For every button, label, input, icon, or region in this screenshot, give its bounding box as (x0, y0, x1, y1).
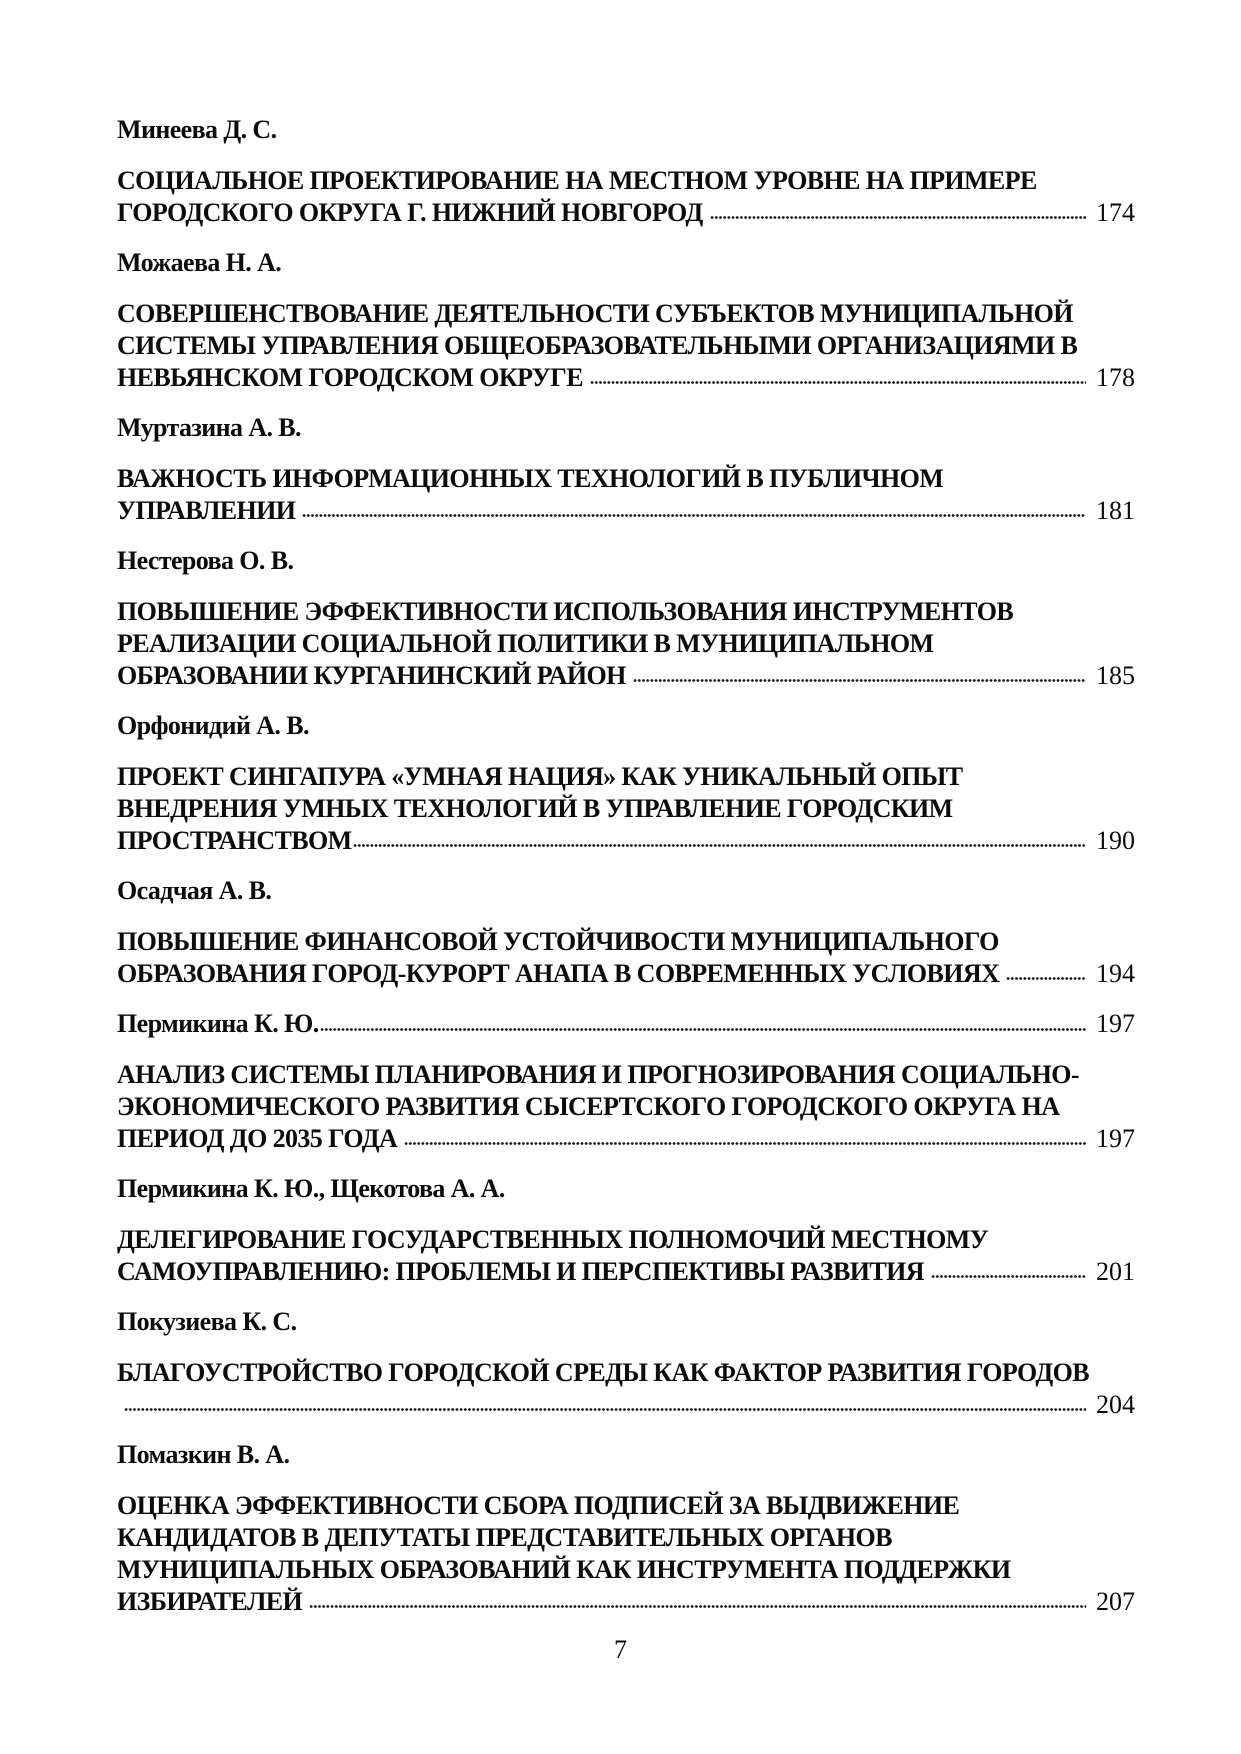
toc-author-name: Покузиева К. С. (117, 1307, 297, 1336)
toc-page-number: 185 (1096, 660, 1135, 690)
toc-title-tail-line (117, 958, 1135, 990)
toc-title (117, 298, 1135, 394)
toc-page-number: 207 (1096, 1586, 1135, 1616)
toc-author-line (117, 1439, 1135, 1471)
toc-title-text: СОВЕРШЕНСТВОВАНИЕ ДЕЯТЕЛЬНОСТИ СУБЪЕКТОВ МУНИЦИПАЛЬНОЙ (117, 298, 1073, 328)
toc-title-tail-line (117, 660, 1135, 692)
toc-title-text: УПРАВЛЕНИИ (117, 495, 302, 525)
toc-title-line (117, 628, 1135, 660)
toc-page-number: 181 (1096, 495, 1135, 525)
toc-author-page-number: 197 (1096, 1009, 1135, 1038)
toc-list (117, 114, 1135, 1636)
toc-title-line (117, 1224, 1135, 1256)
toc-title-text: СИСТЕМЫ УПРАВЛЕНИЯ ОБЩЕОБРАЗОВАТЕЛЬНЫМИ ОРГАНИЗАЦИЯМИ В (117, 330, 1078, 360)
toc-page-number: 197 (1096, 1123, 1135, 1153)
toc-title-text: СОЦИАЛЬНОЕ ПРОЕКТИРОВАНИЕ НА МЕСТНОМ УРОВНЕ НА ПРИМЕРЕ (117, 165, 1037, 195)
toc-page-number: 204 (1096, 1389, 1135, 1419)
toc-title-line (117, 793, 1135, 825)
toc-title (117, 463, 1135, 527)
toc-author-name: Пермикина К. Ю., Щекотова А. А. (117, 1174, 505, 1203)
toc-title-text: ГОРОДСКОГО ОКРУГА Г. НИЖНИЙ НОВГОРОД (117, 197, 709, 227)
toc-entry (117, 545, 1135, 692)
toc-author-row (117, 1173, 1135, 1205)
dot-leader (589, 362, 1094, 394)
toc-author-row (117, 875, 1135, 907)
toc-page-number: 190 (1096, 825, 1135, 855)
toc-title-text: ОЦЕНКА ЭФФЕКТИВНОСТИ СБОРА ПОДПИСЕЙ ЗА ВЫДВИЖЕНИЕ (117, 1490, 960, 1520)
toc-page-number: 201 (1096, 1256, 1135, 1286)
toc-author-row (117, 1306, 1135, 1338)
toc-author-line (117, 412, 1135, 444)
dot-leader (709, 197, 1094, 229)
toc-title-text: САМОУПРАВЛЕНИЮ: ПРОБЛЕМЫ И ПЕРСПЕКТИВЫ РАЗВИТИЯ (117, 1256, 930, 1286)
toc-title-text: ПЕРИОД ДО 2035 ГОДА (117, 1123, 404, 1153)
toc-entry (117, 1173, 1135, 1288)
toc-page-number: 194 (1096, 958, 1135, 988)
toc-author-line (117, 710, 1135, 742)
toc-title-tail-line (117, 1389, 1135, 1421)
dot-leader (319, 1008, 1094, 1040)
toc-title-text: МУНИЦИПАЛЬНЫХ ОБРАЗОВАНИЙ КАК ИНСТРУМЕНТА ПОДДЕРЖКИ (117, 1554, 1011, 1584)
toc-entry (117, 1439, 1135, 1618)
toc-entry (117, 247, 1135, 394)
toc-title-line (117, 1554, 1135, 1586)
toc-entry (117, 1008, 1135, 1155)
toc-entry (117, 875, 1135, 990)
toc-title-text: ОБРАЗОВАНИИ КУРГАНИНСКИЙ РАЙОН (117, 660, 632, 690)
toc-title (117, 596, 1135, 692)
toc-title-line (117, 596, 1135, 628)
toc-page-number: 174 (1096, 197, 1135, 227)
toc-author-row (117, 710, 1135, 742)
toc-title-text: ИЗБИРАТЕЛЕЙ (117, 1586, 308, 1616)
toc-title-line (117, 298, 1135, 330)
toc-entry (117, 114, 1135, 229)
dot-leader (123, 1389, 1094, 1421)
toc-title-text: ЭКОНОМИЧЕСКОГО РАЗВИТИЯ СЫСЕРТСКОГО ГОРОДСКОГО ОКРУГА НА (117, 1091, 1060, 1121)
dot-leader (1005, 958, 1094, 990)
dot-leader (632, 660, 1094, 692)
toc-title-tail-line (117, 1586, 1135, 1618)
toc-title-text: РЕАЛИЗАЦИИ СОЦИАЛЬНОЙ ПОЛИТИКИ В МУНИЦИПАЛЬНОМ (117, 628, 934, 658)
toc-entry (117, 710, 1135, 857)
toc-author-name: Минеева Д. С. (117, 115, 277, 144)
toc-author-name: Муртазина А. В. (117, 413, 301, 442)
toc-author-name: Осадчая А. В. (117, 876, 272, 905)
toc-title-tail-line (117, 1256, 1135, 1288)
toc-title-tail-line (117, 197, 1135, 229)
toc-title (117, 165, 1135, 229)
toc-author-line (117, 545, 1135, 577)
toc-title (117, 1490, 1135, 1618)
toc-author-row (117, 114, 1135, 146)
toc-author-row (117, 247, 1135, 279)
toc-title-line (117, 1357, 1135, 1389)
toc-author-row (117, 1008, 1135, 1040)
toc-author-name: Помазкин В. А. (117, 1440, 290, 1469)
toc-author-row (117, 412, 1135, 444)
toc-author-name: Пермикина К. Ю. (117, 1009, 319, 1038)
toc-title-line (117, 330, 1135, 362)
toc-title (117, 1224, 1135, 1288)
toc-title-text: ПРОЕКТ СИНГАПУРА «УМНАЯ НАЦИЯ» КАК УНИКАЛЬНЫЙ ОПЫТ (117, 761, 963, 791)
toc-title (117, 1357, 1135, 1421)
toc-title-line (117, 1091, 1135, 1123)
toc-author-name: Можаева Н. А. (117, 248, 282, 277)
toc-title-text: ВАЖНОСТЬ ИНФОРМАЦИОННЫХ ТЕХНОЛОГИЙ В ПУБЛИЧНОМ (117, 463, 944, 493)
toc-title-tail-line (117, 495, 1135, 527)
toc-author-row (117, 1439, 1135, 1471)
toc-title-line (117, 1522, 1135, 1554)
toc-title-text: БЛАГОУСТРОЙСТВО ГОРОДСКОЙ СРЕДЫ КАК ФАКТОР РАЗВИТИЯ ГОРОДОВ (117, 1357, 1089, 1387)
toc-title-tail-line (117, 1123, 1135, 1155)
toc-title-text: ПОВЫШЕНИЕ ЭФФЕКТИВНОСТИ ИСПОЛЬЗОВАНИЯ ИНСТРУМЕНТОВ (117, 596, 1014, 626)
dot-leader (352, 825, 1094, 857)
toc-author-line (117, 1173, 1135, 1205)
toc-title-line (117, 463, 1135, 495)
toc-title-text: ВНЕДРЕНИЯ УМНЫХ ТЕХНОЛОГИЙ В УПРАВЛЕНИЕ ГОРОДСКИМ (117, 793, 953, 823)
toc-title-text: ПОВЫШЕНИЕ ФИНАНСОВОЙ УСТОЙЧИВОСТИ МУНИЦИПАЛЬНОГО (117, 926, 999, 956)
toc-author-line (117, 1306, 1135, 1338)
toc-author-row (117, 545, 1135, 577)
toc-title-text: НЕВЬЯНСКОМ ГОРОДСКОМ ОКРУГЕ (117, 362, 589, 392)
toc-title (117, 1059, 1135, 1155)
toc-title-line (117, 1059, 1135, 1091)
toc-title (117, 761, 1135, 857)
toc-entry (117, 1306, 1135, 1421)
toc-author-line (117, 247, 1135, 279)
toc-title-text: ОБРАЗОВАНИЯ ГОРОД-КУРОРТ АНАПА В СОВРЕМЕННЫХ УСЛОВИЯХ (117, 958, 1006, 988)
toc-title-tail-line (117, 825, 1135, 857)
toc-page-number: 178 (1096, 362, 1135, 392)
toc-title-text: АНАЛИЗ СИСТЕМЫ ПЛАНИРОВАНИЯ И ПРОГНОЗИРОВАНИЯ СОЦИАЛЬНО- (117, 1059, 1079, 1089)
dot-leader (403, 1123, 1094, 1155)
toc-author-line (117, 1008, 1135, 1040)
toc-title-line (117, 1490, 1135, 1522)
toc-title-tail-line (117, 362, 1135, 394)
toc-title-text: ПРОСТРАНСТВОМ (117, 825, 352, 855)
toc-author-name: Нестерова О. В. (117, 546, 294, 575)
toc-title-line (117, 761, 1135, 793)
toc-author-name: Орфонидий А. В. (117, 711, 309, 740)
toc-title-text: КАНДИДАТОВ В ДЕПУТАТЫ ПРЕДСТАВИТЕЛЬНЫХ ОРГАНОВ (117, 1522, 892, 1552)
dot-leader (930, 1256, 1094, 1288)
toc-title-line (117, 165, 1135, 197)
toc-author-line (117, 114, 1135, 146)
toc-title-text: ДЕЛЕГИРОВАНИЕ ГОСУДАРСТВЕННЫХ ПОЛНОМОЧИЙ МЕСТНОМУ (117, 1224, 989, 1254)
toc-entry (117, 412, 1135, 527)
toc-title (117, 926, 1135, 990)
toc-author-line (117, 875, 1135, 907)
dot-leader (301, 495, 1094, 527)
toc-title-line (117, 926, 1135, 958)
page-number: 7 (614, 1635, 627, 1664)
dot-leader (308, 1586, 1094, 1618)
